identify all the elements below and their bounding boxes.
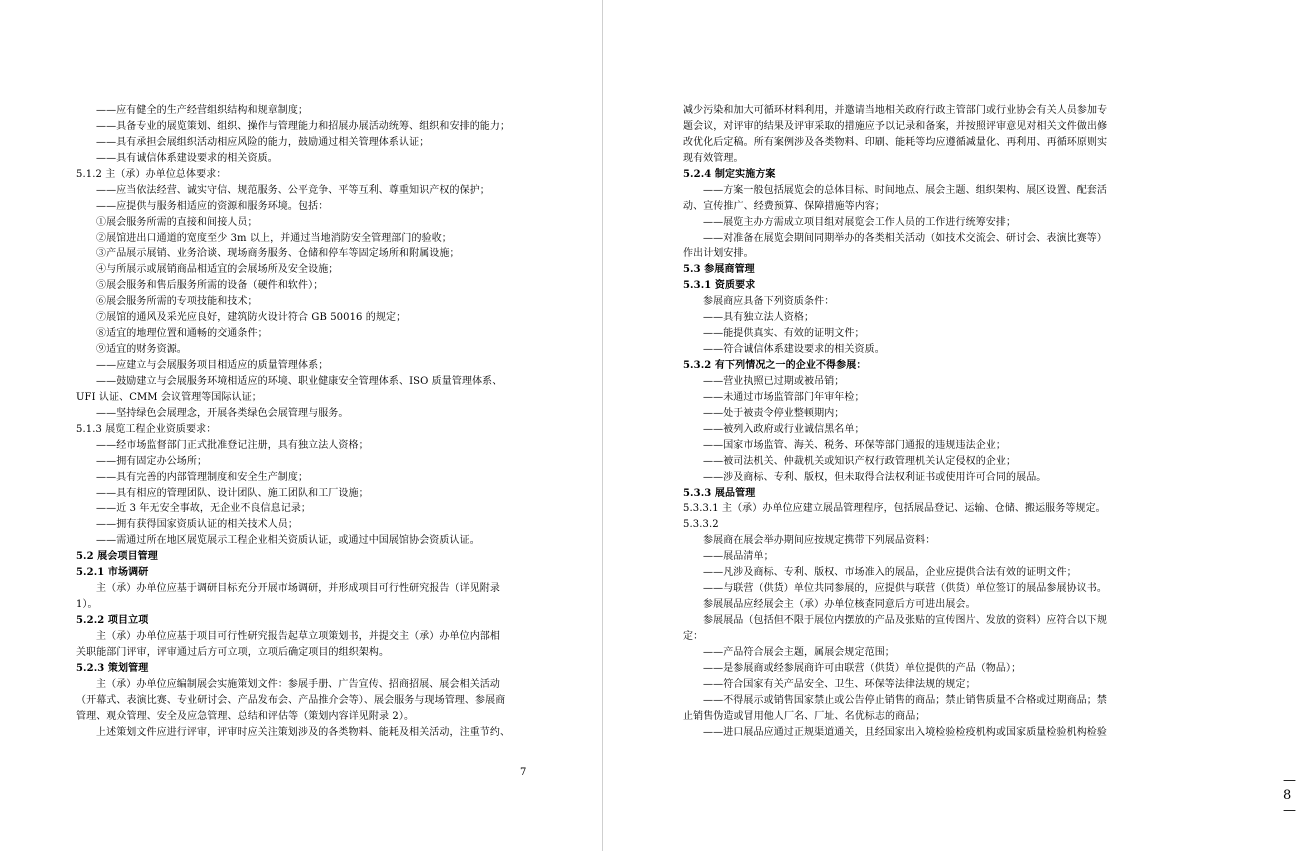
- text-line: 改优化后定稿。所有案例涉及各类物料、印刷、能耗等均应遵循减量化、再利用、再循环原则实: [683, 136, 1108, 148]
- text-line: ——符合诚信体系建设要求的相关资质。: [703, 344, 885, 356]
- text-line: ——方案一般包括展览会的总体目标、时间地点、展会主题、组织架构、展区设置、配套活: [703, 184, 1107, 196]
- text-line: ——具有相应的管理团队、设计团队、施工团队和工厂设施；: [96, 487, 369, 499]
- text-line: ——应提供与服务相适应的资源和服务环境。包括：: [96, 200, 329, 212]
- text-line: ——与联营（供货）单位共同参展的，应提供与联营（供货）单位签订的展品参展协议书。: [703, 583, 1107, 595]
- section-heading: 5.2.2 项目立项: [76, 615, 149, 626]
- text-line: ——具备专业的展览策划、组织、操作与管理能力和招展办展活动统筹、组织和安排的能力；: [96, 120, 511, 132]
- text-line: ——具有完善的内部管理制度和安全生产制度；: [96, 471, 309, 483]
- text-line: ——是参展商或经参展商许可由联营（供货）单位提供的产品（物品）；: [703, 662, 1022, 674]
- text-line: ①展会服务所需的直接和间接人员；: [96, 216, 258, 228]
- text-line: 作出计划安排。: [683, 248, 754, 260]
- text-line: 止销售伪造或冒用他人厂名、厂址、名优标志的商品；: [683, 710, 926, 722]
- text-line: ⑦展馆的通风及采光应良好，建筑防火设计符合 GB 50016 的规定；: [96, 312, 407, 324]
- text-line: ——涉及商标、专利、版权，但未取得合法权利证书或使用许可合同的展品。: [703, 471, 1047, 483]
- text-line: ——需通过所在地区展览展示工程企业相关资质认证，或通过中国展馆协会资质认证。: [96, 535, 480, 547]
- text-line: 参展展品应经展会主（承）办单位核查同意后方可进出展会。: [703, 599, 976, 611]
- text-line: ——应有健全的生产经营组织结构和规章制度；: [96, 105, 309, 116]
- section-heading: 5.2.3 策划管理: [76, 662, 149, 674]
- text-line: ——被司法机关、仲裁机关或知识产权行政管理机关认定侵权的企业；: [703, 455, 1017, 467]
- text-line: ——符合国家有关产品安全、卫生、环保等法律法规的规定；: [703, 678, 976, 690]
- text-line: 参展商应具备下列资质条件：: [703, 296, 835, 308]
- text-line: UFI 认证、CMM 会议管理等国际认证；: [76, 391, 262, 403]
- text-line: ——拥有固定办公场所；: [96, 455, 208, 467]
- section-heading: 5.3 参展商管理: [683, 264, 755, 276]
- text-line: ——国家市场监管、海关、税务、环保等部门通报的违规违法企业；: [703, 439, 1006, 451]
- section-heading: 5.2.4 制定实施方案: [683, 168, 776, 180]
- text-line: ——凡涉及商标、专利、版权、市场准入的展品，企业应提供合法有效的证明文件；: [703, 567, 1077, 579]
- text-line: ——具有承担会展组织活动相应风险的能力，鼓励通过相关管理体系认证；: [96, 136, 430, 148]
- text-line: 5.3.3.1 主（承）办单位应建立展品管理程序，包括展品登记、运输、仓储、搬运服务等规定。: [683, 503, 1106, 515]
- left-page: [0, 0, 602, 851]
- text-line: ——应建立与会展服务项目相适应的质量管理体系；: [96, 360, 329, 371]
- text-line: ——对准备在展览会期间同期举办的各类相关活动（如技术交流会、研讨会、表演比赛等）: [703, 232, 1107, 244]
- section-heading: 5.3.3 展品管理: [683, 487, 756, 499]
- text-line: ——拥有获得国家资质认证的相关技术人员；: [96, 519, 298, 531]
- text-line: 1）。: [76, 599, 98, 611]
- text-line: ——营业执照已过期或被吊销；: [703, 375, 845, 387]
- section-heading: 5.2.1 市场调研: [76, 567, 149, 579]
- text-line: ——进口展品应通过正规渠道通关，且经国家出入境检验检疫机构或国家质量检验机构检验: [703, 726, 1107, 738]
- text-line: ——被列入政府或行业诚信黑名单；: [703, 423, 865, 435]
- text-line: ②展馆进出口通道的宽度至少 3m 以上，并通过当地消防安全管理部门的验收；: [96, 232, 452, 244]
- text-line: 上述策划文件应进行评审，评审时应关注策划涉及的各类物料、能耗及相关活动，注重节约、: [96, 726, 511, 738]
- text-line: ——具有独立法人资格；: [703, 312, 815, 324]
- text-line: ④与所展示或展销商品相适宜的会展场所及安全设施；: [96, 264, 339, 276]
- text-line: ——展览主办方需成立项目组对展览会工作人员的工作进行统筹安排；: [703, 216, 1017, 228]
- section-heading: 5.1.2 主（承）办单位总体要求：: [76, 168, 227, 180]
- left-page-body: [76, 103, 528, 741]
- right-page: [603, 0, 1298, 851]
- text-line: 参展展品（包括但不限于展位内摆放的产品及张贴的宣传图片、发放的资料）应符合以下规: [703, 615, 1107, 626]
- text-line: ⑥展会服务所需的专项技能和技术；: [96, 296, 258, 308]
- text-line: ⑧适宜的地理位置和通畅的交通条件；: [96, 328, 268, 340]
- text-line: ——未通过市场监管部门年审年检；: [703, 391, 865, 403]
- text-line: ——坚持绿色会展理念，开展各类绿色会展管理与服务。: [96, 407, 349, 419]
- text-line: ——能提供真实、有效的证明文件；: [703, 328, 865, 340]
- text-line: ——具有诚信体系建设要求的相关资质。: [96, 152, 278, 164]
- text-line: ——产品符合展会主题，属展会规定范围；: [703, 646, 895, 658]
- text-line: 题会议，对评审的结果及评审采取的措施应予以记录和备案，并按照评审意见对相关文件做出修: [683, 120, 1108, 132]
- text-line: ③产品展示展销、业务洽谈、现场商务服务、仓储和停车等固定场所和附属设施；: [96, 248, 460, 260]
- text-line: ——处于被责令停业整顿期内；: [703, 407, 845, 419]
- section-heading: 5.3.3.2: [683, 519, 719, 531]
- section-heading: 5.3.1 资质要求: [683, 280, 756, 292]
- text-line: ⑤展会服务和售后服务所需的设备（硬件和软件）；: [96, 280, 324, 292]
- text-line: 动、宣传推广、经费预算、保障措施等内容；: [683, 200, 885, 212]
- section-heading: 5.2 展会项目管理: [76, 551, 158, 563]
- text-line: ——鼓励建立与会展服务环境相适应的环境、职业健康安全管理体系、ISO 质量管理体系、: [96, 375, 503, 387]
- section-heading: 5.1.3 展览工程企业资质要求：: [76, 423, 217, 435]
- text-line: ——经市场监督部门正式批准登记注册，具有独立法人资格；: [96, 439, 369, 451]
- text-line: （开幕式、表演比赛、专业研讨会、产品发布会、产品推介会等）、展会服务与现场管理、参展商: [76, 694, 506, 706]
- text-line: 定：: [683, 630, 704, 642]
- text-line: 关职能部门评审，评审通过后方可立项，立项后确定项目的组织架构。: [76, 646, 390, 658]
- section-heading: 5.3.2 有下列情况之一的企业不得参展：: [683, 360, 867, 371]
- text-line: 现有效管理。: [683, 152, 744, 164]
- text-line: ⑨适宜的财务资源。: [96, 344, 187, 356]
- page-number: 7: [520, 767, 527, 778]
- text-line: 主（承）办单位应编制展会实施策划文件：参展手册、广告宣传、招商招展、展会相关活动: [96, 678, 500, 690]
- text-line: 减少污染和加大可循环材料利用，并邀请当地相关政府行政主管部门或行业协会有关人员参加专: [683, 105, 1108, 116]
- text-line: ——近 3 年无安全事故，无企业不良信息记录；: [96, 503, 312, 515]
- page-number: — 8 —: [1283, 773, 1298, 818]
- right-page-body: [683, 103, 1135, 741]
- text-line: ——展品清单；: [703, 551, 774, 563]
- text-line: 参展商在展会举办期间应按规定携带下列展品资料：: [703, 535, 936, 547]
- text-line: 管理、观众管理、安全及应急管理、总结和评估等（策划内容详见附录 2）。: [76, 710, 415, 722]
- text-line: 主（承）办单位应基于项目可行性研究报告起草立项策划书，并提交主（承）办单位内部相: [96, 630, 500, 642]
- text-line: ——应当依法经营、诚实守信、规范服务、公平竞争、平等互利、尊重知识产权的保护；: [96, 184, 490, 196]
- text-line: ——不得展示或销售国家禁止或公告停止销售的商品；禁止销售质量不合格或过期商品；禁: [703, 694, 1107, 706]
- text-line: 主（承）办单位应基于调研目标充分开展市场调研，并形成项目可行性研究报告（详见附录: [96, 583, 500, 595]
